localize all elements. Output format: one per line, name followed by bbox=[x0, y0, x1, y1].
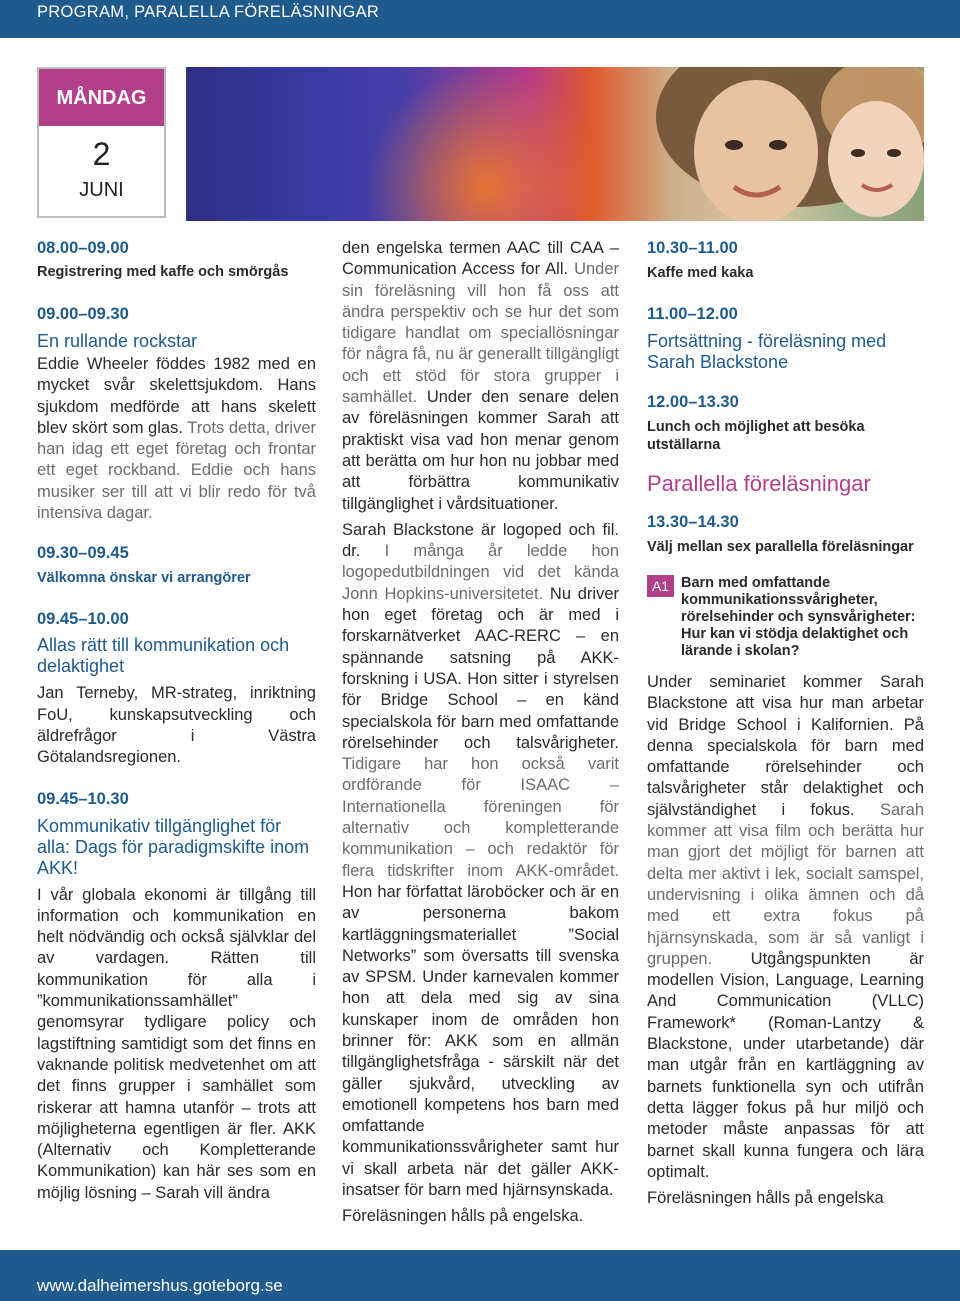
body-text: Under sin föreläsning vill hon få oss att ändra perspektiv och se hur det som tidigare handlat om speciallösningar för några få, nu är generallt tillgängligt och ett stöd för stora grupper i samhället. bbox=[342, 260, 620, 407]
slot-description: Välj mellan sex parallella föreläsningar bbox=[647, 539, 914, 555]
session-body bbox=[37, 885, 316, 1204]
footer-url[interactable]: www.dalheimershus.goteborg.se bbox=[37, 1276, 283, 1295]
slot-description: Lunch och möjlighet att besöka utställarna bbox=[647, 419, 865, 453]
session-title: En rullande rockstar bbox=[37, 331, 198, 351]
footer-bar bbox=[0, 1250, 960, 1301]
date-box bbox=[37, 67, 166, 218]
body-text: I vår globala ekonomi är tillgång till information och kommunikation en helt nödvändig och också självklar del av vardagen. bbox=[37, 885, 316, 968]
banner-photo-graphic bbox=[186, 67, 924, 221]
body-text: Eddie och hans musiker ser till att vi blir redo för två intensiva dagar. bbox=[37, 461, 316, 523]
time-slot: 10.30–11.00 bbox=[647, 239, 738, 257]
column-middle bbox=[342, 238, 619, 1228]
column-right bbox=[647, 238, 924, 1209]
body-text: Under den senare delen av föreläsningen kommer Sarah att praktiskt visa vad hon menar genom att berätta om hur hon nu jobbar med att förbättra kommunikativ tillgänglighet i vårdsituationer. bbox=[342, 388, 619, 513]
parallel-session-a1 bbox=[647, 575, 924, 660]
date-day: 2 bbox=[92, 136, 111, 172]
speaker-bio bbox=[342, 520, 619, 1202]
body-text: Sarah Blackstone är logoped och fil. dr. bbox=[342, 520, 619, 561]
body-text: Nu driver hon eget företag och är med i forskarnätverket AAC-RERC – en spännande satsning på AKK-forskning i USA. Hon sitter i styrelsen för Bridge School – en känd specialskola för barn med omfattande rörelsehinder och talsvårigheter. bbox=[342, 584, 619, 752]
session-title: Barn med omfattande kommunikationssvårigheter, rörelsehinder och synsvårigheter: Hur kan vi stödja delaktighet och lärande i skolan? bbox=[681, 575, 916, 659]
body-text: Tidigare har hon också varit ordförande för ISAAC – Internationella föreningen för alternativ och kompletterande kommunikation – och redaktör för flera tidskrifter inom AKK-området. bbox=[342, 755, 619, 880]
slot-description: Registrering med kaffe och smörgås bbox=[37, 264, 289, 280]
body-text: den engelska termen AAC till CAA – Communication Access for All. bbox=[342, 239, 619, 279]
header-title: PROGRAM, PARALELLA FÖRELÄSNINGAR bbox=[37, 3, 380, 21]
session-body bbox=[647, 672, 924, 1183]
date-weekday: MÅNDAG bbox=[39, 69, 164, 126]
time-slot: 09.00–09.30 bbox=[37, 305, 129, 323]
time-slot: 11.00–12.00 bbox=[647, 305, 738, 323]
speaker-paragraph bbox=[342, 238, 619, 515]
time-slot: 09.30–09.45 bbox=[37, 544, 129, 563]
column-left bbox=[37, 238, 316, 1204]
time-slot: 12.00–13.30 bbox=[647, 393, 739, 411]
body-text: Under karnevalen kommer hon att dela med sig av sina kunskaper inom de områden hon brinner för: AKK som en allmän tillgänglighetsfråga - särskilt när det gäller sjukvård, utveckling av emotionell kompetens hos barn med omfattande kommunikationssvårigheter samt hur vi skall arbeta när det gäller AKK-insatser för barn med hjärnsynskada. bbox=[342, 968, 620, 1200]
session-title: Allas rätt till kommunikation och delaktighet bbox=[37, 635, 290, 677]
body-text: Sarah kommer att visa film och berätta hur man gjort det möjligt för barnen att delta mer aktivt i lek, socialt samspel, undervisning i olika ämnen och då med ett extra fokus på hjärnsynskada, som är så vanligt i gruppen. bbox=[647, 800, 924, 968]
time-slot: 09.45–10.30 bbox=[37, 789, 129, 808]
slot-description: Kaffe med kaka bbox=[647, 265, 754, 281]
body-text: På denna specialskola för barn med omfattande rörelsehinder och talsvårigheter står delaktighet och självständighet i fokus. bbox=[647, 715, 924, 819]
session-title: Fortsättning - föreläsning med Sarah Blackstone bbox=[647, 331, 887, 372]
slot-description: Välkomna önskar vi arrangörer bbox=[37, 570, 251, 587]
body-text: Trots detta, driver han idag ett eget företag och frontar ett eget rockband. bbox=[37, 418, 316, 480]
body-text: Rätten till kommunikation för alla i ”kommunikationssamhället” genomsyrar tydligare policy och lagstiftning samtidigt som det finns en vaknande politisk medvetenhet om att det finns grupper i samhället som riskerar att hamna utanför – trots att möjligheterna egentligen är fler. AKK (Alternativ och Kompletterande Kommunikation) kan här ses som en möjlig lösning – Sarah vill ändra bbox=[37, 949, 316, 1202]
language-note: Föreläsningen hålls på engelska. bbox=[342, 1207, 584, 1226]
header-bar bbox=[0, 0, 960, 38]
time-slot: 08.00–09.00 bbox=[37, 239, 129, 257]
body-text: Under seminariet kommer Sarah Blackstone att visa hur man arbetar vid Bridge School i Kalifornien. bbox=[647, 673, 924, 734]
body-text: I många år ledde hon logopedutbildningen vid det kända Jonn Hopkins-universitetet. bbox=[342, 542, 619, 603]
session-title: Kommunikativ tillgänglighet för alla: Dags för paradigmskifte inom AKK! bbox=[37, 815, 310, 878]
body-text: Utgångspunkten är modellen Vision, Language, Learning And Communication (VLLC) Framework* (Roman-Lantzy & Blackstone, under utarbetande) där man utgår från en kartläggning av barnets funktionella syn och utifrån detta lägger fokus på hur miljö och metoder måste anpassas för att barnet skall kunna fungera och lära optimalt. bbox=[647, 949, 924, 1181]
date-month: JUNI bbox=[79, 179, 124, 201]
banner-photo bbox=[186, 67, 924, 221]
session-badge: A1 bbox=[647, 575, 674, 597]
session-body bbox=[37, 354, 316, 524]
section-title: Parallella föreläsningar bbox=[647, 471, 871, 496]
body-text: Hon har författat läroböcker och är en av personerna bakom kartläggningsmateriallet ”Social Networks” som översatts till svenska av SPSM. bbox=[342, 882, 619, 987]
time-slot: 09.45–10.00 bbox=[37, 610, 129, 629]
body-text: Eddie Wheeler föddes 1982 med en mycket svår skelettsjukdom. Hans sjukdom medförde att hans skelett blev skört som glas. bbox=[37, 355, 316, 437]
session-body: Jan Terneby, MR-strateg, inriktning FoU, kunskapsutveckling och äldrefrågor i Västra Götalandsregionen. bbox=[37, 684, 316, 767]
language-note: Föreläsningen hålls på engelska bbox=[647, 1189, 884, 1208]
time-slot: 13.30–14.30 bbox=[647, 513, 739, 531]
